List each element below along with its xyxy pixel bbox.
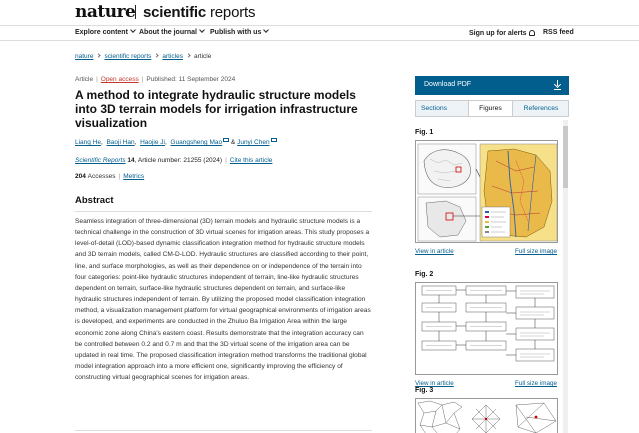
- abstract-heading: Abstract: [75, 195, 372, 212]
- published-date: Published: 11 September 2024: [146, 76, 236, 83]
- accesses-count: 204: [75, 173, 86, 180]
- breadcrumb-current: article: [194, 53, 212, 60]
- author-link[interactable]: Liang He: [75, 139, 102, 146]
- breadcrumb: [75, 53, 211, 60]
- author-ampersand: &: [230, 139, 236, 146]
- figure-3-image: [416, 399, 558, 433]
- sidebar-scrollbar[interactable]: [563, 120, 568, 433]
- full-size-image-link[interactable]: Full size image: [515, 248, 557, 255]
- chevron-down-icon: [199, 27, 205, 33]
- figure-1-thumbnail[interactable]: [415, 140, 558, 243]
- author-link[interactable]: Junyi Chen: [237, 139, 270, 146]
- nav-explore-content[interactable]: Explore content: [75, 29, 135, 36]
- chevron-right-icon: [97, 53, 101, 57]
- article-number: , Article number: 21255 (2024): [134, 157, 223, 164]
- article-type: Article: [75, 76, 94, 83]
- download-pdf-button[interactable]: [415, 76, 569, 95]
- accesses-label: Accesses: [87, 173, 116, 180]
- breadcrumb-nature[interactable]: nature: [75, 53, 94, 60]
- figure-2-image: [416, 283, 558, 375]
- download-icon: [554, 80, 561, 90]
- breadcrumb-scientific-reports[interactable]: scientific reports: [104, 53, 152, 60]
- tab-references[interactable]: References: [523, 105, 559, 112]
- chevron-right-icon: [155, 53, 159, 57]
- breadcrumb-articles[interactable]: articles: [162, 53, 183, 60]
- figure-3-thumbnail[interactable]: [415, 398, 558, 433]
- cite-this-article-link[interactable]: Cite this article: [229, 157, 273, 164]
- scrollbar-thumb[interactable]: [563, 126, 568, 188]
- sidebar-tabs: [415, 100, 569, 117]
- nature-logo[interactable]: nature: [75, 2, 136, 22]
- logo-divider: [135, 5, 136, 19]
- author-link[interactable]: Baoji Han: [106, 139, 135, 146]
- author-link[interactable]: Haojie Ji: [140, 139, 165, 146]
- view-in-article-link[interactable]: View in article: [415, 248, 454, 255]
- chevron-down-icon: [130, 27, 136, 33]
- figure-1-image: [416, 141, 558, 243]
- download-pdf-label: Download PDF: [424, 81, 472, 88]
- author-link[interactable]: Guangsheng Mao: [170, 139, 223, 146]
- main-nav: [0, 25, 639, 41]
- nav-rss-feed[interactable]: RSS feed: [543, 29, 574, 36]
- figure-1-label: Fig. 1: [415, 129, 434, 136]
- citation-line: Scientific Reports 14, Article number: 21255 (2024) | Cite this article: [75, 157, 273, 164]
- nav-publish-with-us[interactable]: Publish with us: [210, 29, 268, 36]
- journal-link[interactable]: Scientific Reports: [75, 157, 126, 164]
- article-title: A method to integrate hydraulic structure models into 3D terrain models for irrigation infrastructure visualization: [75, 88, 358, 130]
- volume-number: 14: [127, 157, 135, 164]
- nav-sign-up-alerts[interactable]: Sign up for alerts: [469, 29, 535, 37]
- section-divider: [75, 430, 372, 431]
- view-in-article-link[interactable]: View in article: [415, 380, 454, 387]
- open-access-link[interactable]: Open access: [100, 76, 139, 83]
- scientific-reports-logo[interactable]: scientific reports: [143, 4, 256, 21]
- tab-sections[interactable]: Sections: [420, 105, 448, 112]
- nav-about-journal[interactable]: About the journal: [139, 29, 204, 36]
- article-meta: Article | Open access | Published: 11 September 2024: [75, 76, 236, 83]
- chevron-right-icon: [186, 53, 190, 57]
- figure-2-thumbnail[interactable]: [415, 282, 558, 375]
- author-list: Liang He, Baoji Han, Haojie Ji, Guangsheng Mao & Junyi Chen: [75, 139, 277, 146]
- mail-icon[interactable]: [223, 138, 229, 142]
- chevron-down-icon: [264, 27, 270, 33]
- full-size-image-link[interactable]: Full size image: [515, 380, 557, 387]
- abstract-text: Seamless integration of three-dimensional (3D) terrain models and hydraulic structure models is a technical challenge in the construction of 3D virtual scenes for irrigation areas. This study proposes a level-of-detail (LOD)-based dynamic classification integration method for hydraulic structure models and 3D terrain models, called CM-D-LOD. Hydraulic structures are classified according to their point, line, and surface morphologies, as well as their dependence on or independence of the terrain into four categories: point-like hydraulic structures independent of terrain, line-like hydraulic structures dependent on terrain, surface-like hydraulic structures dependent on terrain, and surface-like hydraulic structures independent of terrain. By utilizing the proposed model classification integration method, a visualization management platform for virtual geographical environments of irrigation areas is developed, and experiments are conducted in the Zhuluo Ba Irrigation Area within the large economic zone along China's eastern coast. Results demonstrate that the integration accuracy can be controlled between 0.2 and 0.7 m and that the 3D virtual scene of the irrigation area can be updated in real time. The proposed classification integration method transforms the traditional global model integration approach into a more efficient one, significantly improving the efficiency of constructing virtual geographical scenes for irrigation areas.: [75, 218, 371, 382]
- mail-icon[interactable]: [271, 138, 277, 142]
- figure-2-label: Fig. 2: [415, 271, 434, 278]
- article-metrics: 204 Accesses | Metrics: [75, 173, 145, 180]
- metrics-link[interactable]: Metrics: [123, 173, 145, 180]
- figure-3-label: Fig. 3: [415, 387, 434, 394]
- tab-figures[interactable]: Figures: [468, 101, 513, 116]
- bell-icon: [529, 30, 535, 36]
- site-header: [0, 0, 639, 24]
